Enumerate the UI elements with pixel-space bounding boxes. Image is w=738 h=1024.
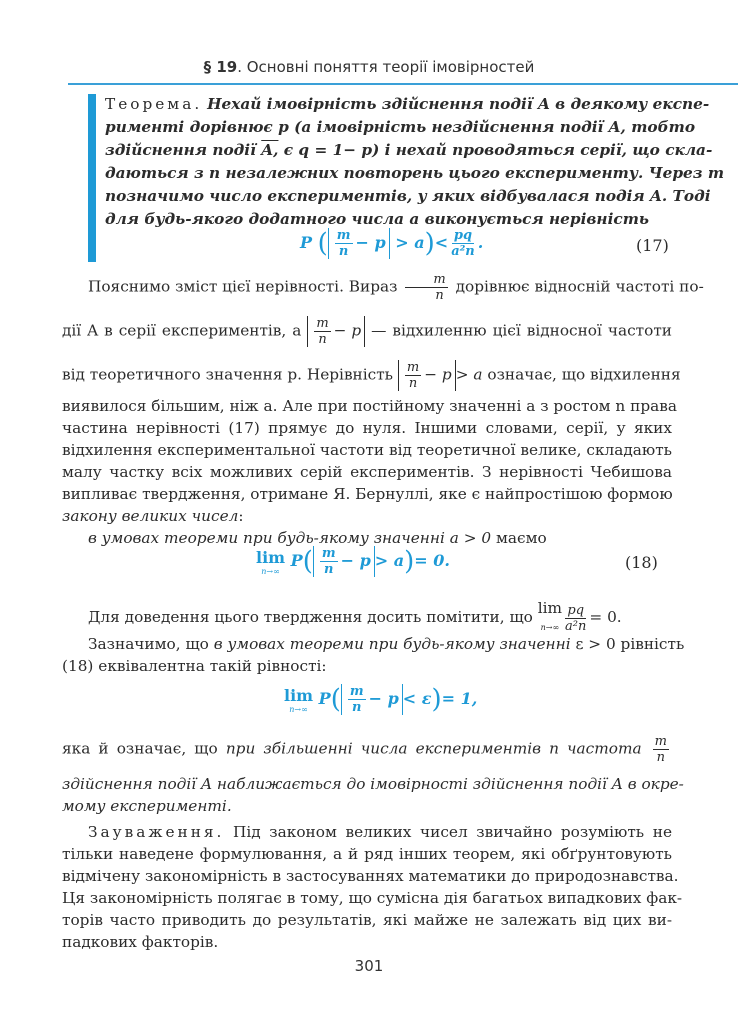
math: lim	[256, 547, 286, 567]
math: lim	[537, 599, 563, 617]
math: P	[318, 689, 331, 708]
text: дорівнює відносній частоті по-	[455, 277, 704, 296]
math: − p	[368, 689, 399, 708]
math: .	[477, 233, 484, 252]
text: — відхиленню цієї відносної частоти	[371, 321, 672, 340]
text-line: дії A в серії експериментів, а $\frac{m}{n}$ − p — відхиленню цієї відносної частоти	[62, 316, 672, 347]
equation-number: (18)	[625, 553, 658, 572]
math: n→∞	[289, 704, 308, 714]
theorem-line: позначимо число експериментів, у яких відбувалася подія A. Тоді	[105, 187, 711, 205]
text: в умовах теореми при будь-якому значенні	[213, 635, 571, 653]
math: m	[654, 734, 667, 749]
text-line: відмічену закономірність в застосуваннях математики до природознавства.	[62, 867, 679, 885]
text: Під законом великих чисел звичайно розуміють не	[224, 823, 672, 841]
math: <	[434, 233, 449, 252]
math: n→∞	[261, 566, 280, 576]
math: P	[290, 551, 303, 570]
equation-number: (17)	[636, 236, 669, 255]
theorem-line	[105, 140, 713, 160]
math: n→∞	[540, 623, 560, 632]
text-line: здійснення події A наближається до імовірності здійснення події A в окре-	[62, 775, 684, 793]
theorem-label: Теорема.	[105, 95, 203, 113]
math: a²n	[451, 244, 475, 259]
text-line: падкових факторів.	[62, 933, 219, 951]
text: ε > 0 рівність	[570, 635, 685, 653]
term: закону великих чисел	[62, 507, 239, 525]
math: = 0.	[414, 551, 450, 570]
text-line: Пояснимо зміст цієї нерівності. Вираз $\frac{m}{n}$ дорівнює відносній частоті по-	[88, 272, 704, 303]
text-line	[62, 506, 672, 526]
page-number: 301	[354, 957, 384, 975]
math: m	[321, 546, 336, 561]
text-line: Ця закономірність полягає в тому, що сумісна дія багатьох випадкових фак-	[62, 889, 683, 907]
math: = 1,	[441, 689, 478, 708]
math: n	[352, 700, 362, 715]
theorem-text: є q = 1− p) і нехай проводяться серії, що скла-	[283, 141, 713, 159]
text: > a	[455, 365, 483, 384]
text: :	[238, 507, 244, 525]
text-line	[62, 734, 672, 765]
text-line: малу частку всіх можливих серій експериментів. З нерівності Чебишова	[62, 463, 672, 481]
math: < ε	[402, 689, 432, 708]
math: = 0.	[589, 608, 622, 626]
header-rule	[68, 83, 738, 85]
section-title: . Основні поняття теорії імовірностей	[237, 58, 535, 76]
math: pq	[453, 228, 473, 243]
text-line: мому експерименті.	[62, 797, 232, 815]
text-line	[62, 634, 685, 654]
math: > a	[395, 233, 425, 252]
math: P	[300, 233, 313, 252]
math: m	[336, 228, 351, 243]
math: a²n	[565, 618, 587, 634]
math: m	[349, 684, 364, 699]
text-line	[62, 528, 698, 548]
math: n	[656, 750, 666, 765]
theorem-line: даються з n незалежних повторень цього експерименту. Через m	[105, 164, 725, 182]
theorem-text: здійснення події	[105, 141, 262, 159]
formula-19: lim n→∞ P( $\frac{m}{n}$ − p < ε)= 1,	[284, 684, 478, 715]
text-line	[62, 598, 698, 638]
text: яка й означає, що	[62, 739, 226, 758]
formula-18: lim n→∞ P( $\frac{m}{n}$ − p > a)= 0.	[256, 546, 450, 577]
text-line	[62, 822, 672, 842]
formula-17: P ( $\frac{m}{n}$ − p > a)< $\frac{pq}{\text{a²n}}$ .	[300, 228, 484, 259]
text-line: відхилення експериментальної частоти від теоретичної велике, складають	[62, 441, 672, 459]
math: − p	[355, 233, 386, 252]
section-number: § 19	[203, 58, 238, 76]
text: від теоретичного значення p. Нерівність	[62, 365, 393, 384]
math: pq	[567, 602, 585, 618]
text: в умовах теореми при будь-якому значенні a > 0	[88, 529, 492, 547]
theorem-text: Нехай імовірність здійснення події A в деякому експе-	[207, 95, 710, 113]
theorem-line: для будь-якого додатного числа a виконується нерівність	[105, 210, 649, 228]
math: n	[324, 562, 334, 577]
text-line: від теоретичного значення p. Нерівність $\frac{m}{n}$ − p > a означає, що відхилення	[62, 360, 681, 391]
math: n	[338, 244, 349, 259]
text: Пояснимо зміст цієї нерівності. Вираз	[88, 277, 398, 296]
text-line: виявилося більшим, ніж a. Але при постійному значенні a з ростом n права	[62, 397, 677, 415]
math: > a	[374, 551, 405, 570]
theorem-line	[105, 94, 710, 114]
text-line: торів часто приводить до результатів, які майже не залежать від цих ви-	[62, 911, 672, 929]
a-bar: A,	[261, 141, 279, 159]
text-line: (18) еквівалентна такій рівності:	[62, 657, 327, 675]
text: Для доведення цього твердження досить помітити, що	[88, 608, 533, 626]
text: Зазначимо, що	[88, 635, 214, 653]
text: при збільшенні числа експериментів n частота	[225, 739, 642, 758]
theorem-line: рименті дорівнює p (а імовірність нездійснення події A, тобто	[105, 118, 696, 136]
running-header	[0, 58, 738, 76]
math: lim	[284, 685, 314, 705]
math: − p	[340, 551, 371, 570]
text-line: випливає твердження, отримане Я. Бернуллі, яке є найпростішою формою	[62, 485, 673, 503]
theorem-accent-bar	[88, 94, 96, 262]
text: дії A в серії експериментів, а	[62, 321, 302, 340]
remark-label: Зауваження.	[88, 823, 225, 841]
text: означає, що відхилення	[487, 365, 681, 384]
text-line: частина нерівності (17) прямує до нуля. Іншими словами, серії, у яких	[62, 419, 672, 437]
text: маємо	[491, 529, 547, 547]
text-line: тільки наведене формулювання, а й ряд інших теорем, які обґрунтовують	[62, 845, 672, 863]
